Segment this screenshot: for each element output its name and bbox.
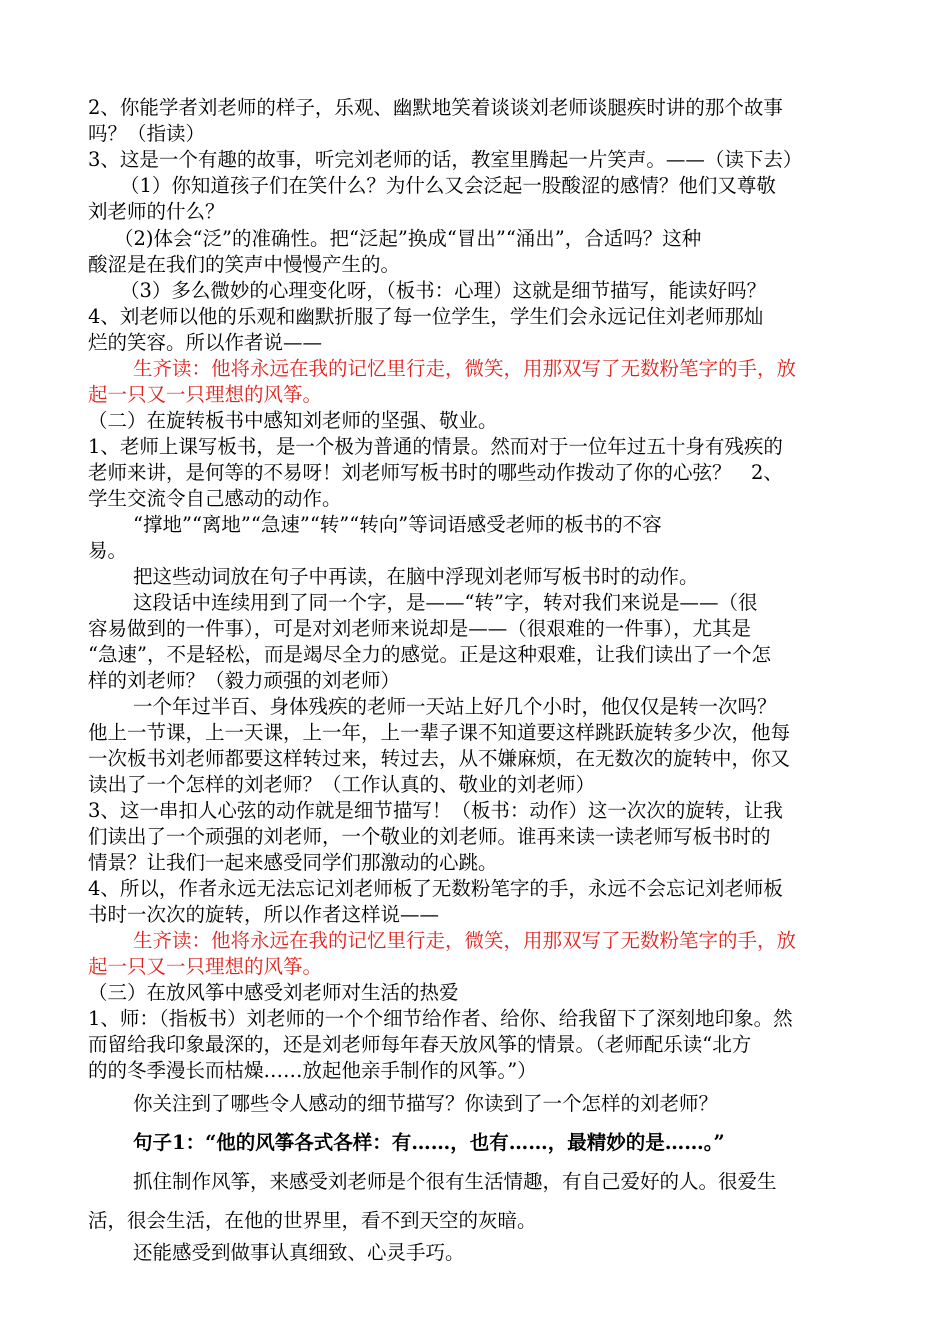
- text-line: 他上一节课，上一天课，上一年，上一辈子课不知道要这样跳跃旋转多少次，他每: [88, 721, 791, 744]
- text-line: 4、所以，作者永远无法忘记刘老师板了无数粉笔字的手，永远不会忘记刘老师板: [88, 877, 783, 900]
- highlighted-reading-line: 起一只又一只理想的风筝。: [88, 383, 323, 406]
- text-line: 读出了一个怎样的刘老师？（工作认真的、敬业的刘老师）: [88, 773, 596, 796]
- text-line: 吗？（指读）: [88, 122, 206, 145]
- highlighted-reading-line: 起一只又一只理想的风筝。: [88, 955, 323, 978]
- text-line: 一个年过半百、身体残疾的老师一天站上好几个小时，他仅仅是转一次吗？: [133, 695, 777, 718]
- text-line: 4、刘老师以他的乐观和幽默折服了每一位学生，学生们会永远记住刘老师那灿: [88, 305, 764, 328]
- text-line: （1）你知道孩子们在笑什么？为什么又会泛起一股酸涩的感情？他们又尊敬: [120, 174, 776, 197]
- text-line: 一次板书刘老师都要这样转过来，转过去，从不嫌麻烦，在无数次的旋转中，你又: [88, 747, 791, 770]
- text-line: 3、这是一个有趣的故事，听完刘老师的话，教室里腾起一片笑声。——（读下去）: [88, 148, 803, 171]
- text-line: 刘老师的什么？: [88, 200, 225, 223]
- text-line: 书时一次次的旋转，所以作者这样说——: [88, 903, 440, 926]
- text-line: “撑地”“离地”“急速”“转”“转向”等词语感受老师的板书的不容: [133, 513, 662, 536]
- sentence-heading: 句子1：“他的风筝各式各样：有……，也有……，最精妙的是……。”: [133, 1131, 725, 1154]
- text-line: 还能感受到做事认真细致、心灵手巧。: [133, 1241, 465, 1264]
- text-line: 你关注到了哪些令人感动的细节描写？你读到了一个怎样的刘老师？: [133, 1092, 719, 1115]
- text-line: 这段话中连续用到了同一个字，是——“转”字，转对我们来说是——（很: [133, 591, 758, 614]
- text-line: 烂的笑容。所以作者说——: [88, 331, 323, 354]
- text-line: 学生交流令自己感动的动作。: [88, 487, 342, 510]
- text-line: 把这些动词放在句子中再读，在脑中浮现刘老师写板书时的动作。: [133, 565, 699, 588]
- text-line: 酸涩是在我们的笑声中慢慢产生的。: [88, 253, 401, 276]
- text-line: （2)体会“泛”的准确性。把“泛起”换成“冒出”“涌出”，合适吗？这种: [114, 227, 702, 250]
- text-line: 的的冬季漫长而枯燥……放起他亲手制作的风筝。”）: [88, 1059, 537, 1082]
- text-line: 易。: [88, 539, 128, 562]
- text-line: 活，很会生活，在他的世界里，看不到天空的灰暗。: [88, 1209, 537, 1232]
- text-line: “急速”，不是轻松，而是竭尽全力的感觉。正是这种艰难，让我们读出了一个怎: [88, 643, 771, 666]
- highlighted-reading-line: 生齐读：他将永远在我的记忆里行走，微笑，用那双写了无数粉笔字的手，放: [133, 929, 797, 952]
- section-heading: （三）在放风筝中感受刘老师对生活的热爱: [88, 981, 459, 1004]
- text-line: 而留给我印象最深的，还是刘老师每年春天放风筝的情景。（老师配乐读“北方: [88, 1033, 752, 1056]
- text-line: 3、这一串扣人心弦的动作就是细节描写！（板书：动作）这一次次的旋转，让我: [88, 799, 783, 822]
- text-line: 情景？让我们一起来感受同学们那激动的心跳。: [88, 851, 498, 874]
- section-heading: （二）在旋转板书中感知刘老师的坚强、敬业。: [88, 409, 498, 432]
- highlighted-reading-line: 生齐读：他将永远在我的记忆里行走，微笑，用那双写了无数粉笔字的手，放: [133, 357, 797, 380]
- text-line: 们读出了一个顽强的刘老师，一个敬业的刘老师。谁再来读一读老师写板书时的: [88, 825, 771, 848]
- text-line: 抓住制作风筝，来感受刘老师是个很有生活情趣，有自己爱好的人。很爱生: [133, 1170, 777, 1193]
- text-line: 老师来讲，是何等的不易呀！刘老师写板书时的哪些动作拨动了你的心弦？ 2、: [88, 461, 783, 484]
- text-line: （3）多么微妙的心理变化呀，（板书：心理）这就是细节描写，能读好吗？: [120, 279, 767, 302]
- text-line: 1、老师上课写板书，是一个极为普通的情景。然而对于一位年过五十身有残疾的: [88, 435, 783, 458]
- text-line: 容易做到的一件事），可是对刘老师来说却是——（很艰难的一件事），尤其是: [88, 617, 752, 640]
- text-line: 样的刘老师？（毅力顽强的刘老师）: [88, 669, 401, 692]
- text-line: 1、师：（指板书）刘老师的一个个细节给作者、给你、给我留下了深刻地印象。然: [88, 1007, 793, 1030]
- text-line: 2、你能学者刘老师的样子，乐观、幽默地笑着谈谈刘老师谈腿疾时讲的那个故事: [88, 96, 783, 119]
